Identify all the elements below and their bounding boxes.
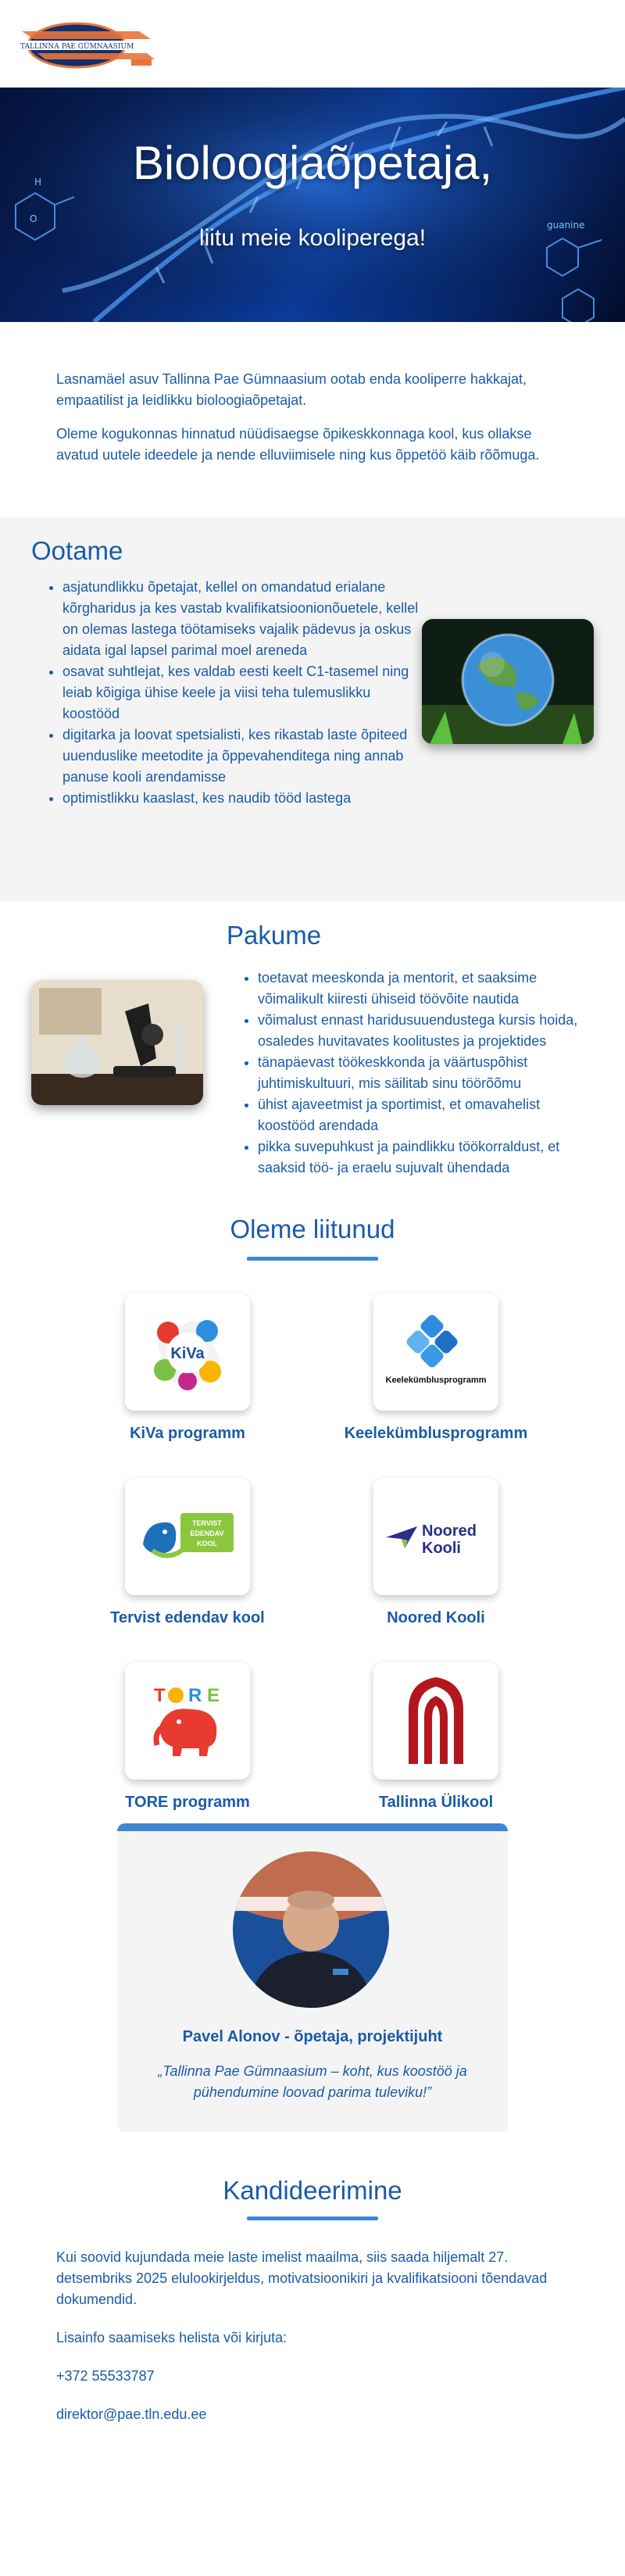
tore-card[interactable]	[125, 1662, 250, 1780]
partners-section	[0, 1215, 625, 1823]
svg-text:KOOL: KOOL	[197, 1540, 217, 1547]
tlu-card[interactable]	[373, 1662, 498, 1780]
list-item: • ühist ajaveetmist ja sportimist, et omavahelist koostööd arendada	[258, 1094, 594, 1136]
keelekumblus-card[interactable]	[373, 1293, 498, 1411]
svg-text:Kooli: Kooli	[422, 1540, 461, 1557]
svg-text:Noored: Noored	[422, 1522, 477, 1540]
list-item: • pikka suvepuhkust ja paindlikku töökorraldust, et saaksid töö- ja eraelu sujuvalt ühendada	[258, 1136, 594, 1179]
intro-section	[0, 322, 625, 517]
tore-label[interactable]: TORE programm	[125, 1794, 250, 1811]
partners-title: Oleme liitunud	[230, 1215, 395, 1243]
list-item: • optimistlikku kaaslast, kes naudib tööd lastega	[62, 788, 430, 809]
noored-kooli-label[interactable]: Noored Kooli	[387, 1609, 485, 1626]
svg-text:R: R	[188, 1685, 202, 1706]
svg-text:T: T	[154, 1685, 166, 1706]
dna-background-icon	[0, 88, 625, 322]
partners-grid	[0, 1261, 625, 1823]
tervist-edendav-logo-icon	[137, 1505, 238, 1568]
kiva-label[interactable]: KiVa programm	[130, 1425, 245, 1442]
noored-kooli-card[interactable]	[373, 1478, 498, 1595]
intro-paragraph-1: Lasnamäel asuv Tallinna Pae Gümnaasium ootab enda kooliperre hakkajat, empaatilist ja leidlikku bioloogiaõpetajat.	[56, 371, 527, 408]
email-link[interactable]: direktor@pae.tln.edu.ee	[56, 2406, 207, 2422]
kandideerimine-title: Kandideerimine	[223, 2176, 402, 2205]
kandideerimine-section	[0, 2132, 625, 2474]
svg-text:TERVIST: TERVIST	[192, 1519, 222, 1527]
list-item: • tänapäevast töökeskkonda ja väärtuspõhist juhtimiskultuuri, mis säilitab sinu töörõõmu	[258, 1052, 594, 1094]
list-item: • võimalust ennast haridusuuendustega kursis hoida, osaledes huvitavates koolitustes ja projektides	[258, 1010, 594, 1052]
svg-text:O: O	[30, 213, 38, 224]
pakume-section	[0, 902, 625, 1215]
header	[0, 0, 625, 88]
tervist-edendav-card[interactable]	[125, 1478, 250, 1595]
ootame-section	[0, 517, 625, 902]
avatar	[233, 1852, 389, 2008]
tlu-logo-icon	[401, 1674, 471, 1768]
kandideerimine-paragraph: Kui soovid kujundada meie laste imelist maailma, siis saada hiljemalt 27. detsembriks 2025 elulookirjeldus, motivatsioonikiri ja kvalifikatsiooni tõendavad dokumendid.	[56, 2249, 548, 2307]
list-item: • digitarka ja loovat spetsialisti, kes rikastab laste õpiteed uuenduslike meetodite ja õppevahenditega ning annab panuse kooli arendamisse	[62, 724, 430, 788]
ootame-list	[62, 577, 430, 809]
svg-text:KiVa: KiVa	[170, 1345, 205, 1362]
testimonial-quote: „Tallinna Pae Gümnaasium – koht, kus koostöö ja pühendumine loovad parima tuleviku!”	[158, 2063, 467, 2100]
ootame-title: Ootame	[31, 536, 123, 565]
svg-text:E: E	[207, 1685, 220, 1706]
list-item: • osavat suhtlejat, kes valdab eesti keelt C1-tasemel ning leiab kõigiga ühise keele ja viisi teha tulemuslikku koostööd	[62, 661, 430, 724]
kiva-logo-icon	[145, 1309, 230, 1395]
hero-title: Bioloogiaõpetaja,	[132, 137, 493, 189]
kiva-card[interactable]	[125, 1293, 250, 1411]
logo-text: TALLINNA PAE GÜMNAASIUM	[20, 43, 134, 51]
svg-text:guanine: guanine	[547, 220, 585, 231]
testimonial-name: Pavel Alonov - õpetaja, projektijuht	[182, 2028, 443, 2045]
testimonial-accent-bar	[117, 1823, 508, 1831]
contact-intro: Lisainfo saamiseks helista või kirjuta:	[56, 2330, 288, 2345]
pakume-title: Pakume	[227, 921, 322, 950]
tlu-label[interactable]: Tallinna Ülikool	[378, 1794, 494, 1811]
svg-text:EDENDAV: EDENDAV	[190, 1530, 224, 1537]
list-item: • asjatundlikku õpetajat, kellel on omandatud erialane kõrgharidus ja kes vastab kvalifikatsioonionõuetele, kellel on olemas lastega töötamiseks vajalik pädevus ja oskus aidata igal lapsel parimal moel areneda	[62, 577, 430, 661]
tore-logo-icon	[145, 1678, 230, 1764]
svg-text:Keelekümblusprogramm: Keelekümblusprogramm	[385, 1376, 487, 1385]
school-logo-icon[interactable]	[14, 14, 162, 70]
intro-paragraph-2: Oleme kogukonnas hinnatud nüüdisaegse õpikeskkonnaga kool, kus ollakse avatud uutele ideedele ja nende elluviimisele ning kus õppetöö käib rõõmuga.	[56, 426, 540, 463]
hero-banner	[0, 88, 625, 322]
tervist-edendav-label[interactable]: Tervist edendav kool	[110, 1609, 265, 1626]
svg-text:H: H	[34, 177, 42, 188]
phone-link[interactable]: +372 55533787	[56, 2368, 155, 2384]
keelekumblus-logo-icon	[377, 1309, 495, 1395]
noored-kooli-logo-icon	[381, 1509, 491, 1564]
title-underline	[247, 2216, 378, 2220]
pakume-list	[258, 968, 594, 1179]
microscope-image	[31, 980, 203, 1105]
testimonial-card	[117, 1823, 508, 2132]
keelekumblus-label[interactable]: Keelekümblusprogramm	[344, 1425, 528, 1442]
globe-image	[422, 619, 594, 744]
list-item: • toetavat meeskonda ja mentorit, et saaksime võimalikult kiiresti ühiseid töövõite nautida	[258, 968, 594, 1010]
hero-subtitle: liitu meie kooliperega!	[198, 225, 427, 251]
